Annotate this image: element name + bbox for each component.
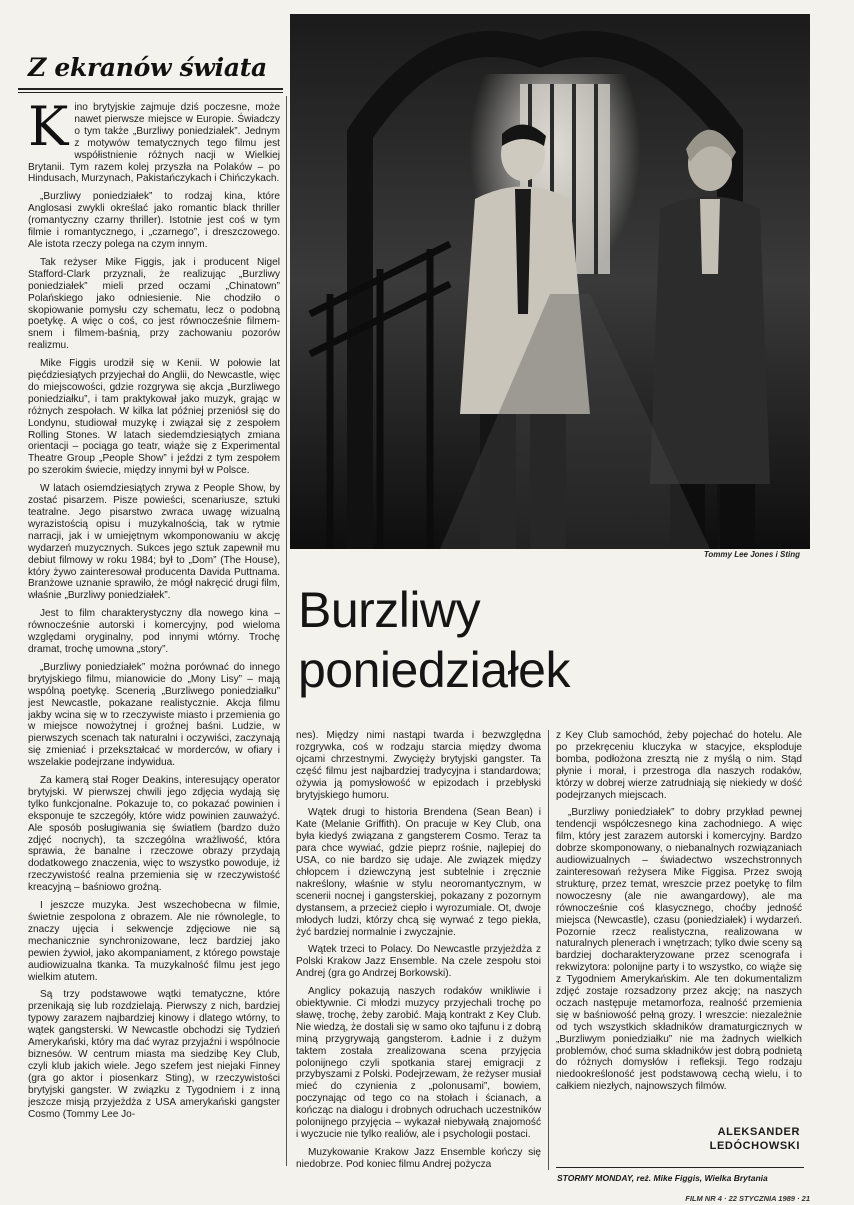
- paragraph: Anglicy pokazują naszych rodaków wnikliwie i obiektywnie. Ci młodzi muzycy przyjechali trochę po sławę, trochę, żeby zarobić. Mają kontrakt z Key Club. Nie wiedzą, że dostali się w samo oko tajfunu i z dobrą miną przygrywają gangsterom. Ładnie i z dużym taktem została zrealizowana scena przyjęcia polonijnego czyli spotkania starej emigracji z przybyszami z Polski. Podejrzewam, że reżyser musiał mieć do czynienia z „polonusami”, bowiem, poczynając od tego co na stołach i ścianach, a kończąc na dialogu i drobnych odruchach uczestników polonijnego przyjęcia – wykazał niebywałą znajomość i wyczucie nie tylko realiów, ale i psychologii postaci.: [296, 986, 541, 1140]
- article-column-right: [556, 730, 802, 1122]
- paragraph: Wątek drugi to historia Brendena (Sean Bean) i Kate (Melanie Griffith). On pracuje w Key Club, ona była kiedyś związana z gangsterem Cosmo. Teraz ta para chce wywiać, gdzie pieprz rośnie, najlepiej do USA, co nie bardzo się udaje. Ale związek między chłopcem i dziewczyną jest subtelnie i zręcznie nakreślony, właśnie w stylu neoromantycznym, w scenerii nocnej i gangsterskiej, pokazany z pozornym dystansem, a przecież ciepło i wyrozumiale. Ot, dwoje młodych ludzi, którzy chcą się wyrwać z tego piekła, żyć bardziej normalnie i zwyczajnie.: [296, 807, 541, 938]
- paragraph: nes). Między nimi nastąpi twarda i bezwzględna rozgrywka, coś w rodzaju starcia między dwoma ojcami chrzestnymi. Zwycięży brytyjski gangster. Ta część filmu jest najbardziej tradycyjna i standardowa; ożywia ją pomysłowość w epizodach i przebłyski brytyjskiego humoru.: [296, 730, 541, 801]
- article-headline: [298, 580, 798, 700]
- paragraph: Jest to film charakterystyczny dla nowego kina – równocześnie autorski i komercyjny, pod wieloma względami oryginalny, pod innymi wtórny. Trochę dramat, trochę umowna „story”.: [28, 608, 280, 655]
- paragraph: I jeszcze muzyka. Jest wszechobecna w filmie, świetnie zespolona z obrazem. Ale nie równolegle, to znaczy ujęcia i sekwencje zdjęciowe nie są mechanicznie synchronizowane, lecz bardziej jako pewien żywioł, jako akompaniament, z którego powstaje audiowizualna tkanka. Ta muzykalność filmu jest jego wielkim atutem.: [28, 900, 280, 983]
- section-rule-bottom: [18, 92, 283, 93]
- paragraph: Mike Figgis urodził się w Kenii. W połowie lat pięćdziesiątych przyjechał do Anglii, do Newcastle, więc do miejscowości, gdzie rozgrywa się akcja „Burzliwego poniedziałku”, i tam praktykował jako muzyk, grając w różnych zespołach. W kilka lat później przeniósł się do Londynu, studiował muzykę i związał się z zespołem Rolling Stones. W latach siedemdziesiątych zmiana orientacji – pociąga go teatr, wiąże się z Experimental Theatre Group „People Show” i jeździ z tym zespołem po szerokim świecie, między innymi był w Polsce.: [28, 358, 280, 477]
- section-rule-top: [18, 88, 283, 90]
- film-still-photo: [290, 14, 810, 549]
- photo-caption: Tommy Lee Jones i Sting: [703, 550, 800, 559]
- credit-rule: [556, 1167, 804, 1168]
- film-credit: STORMY MONDAY, reż. Mike Figgis, Wielka Brytania: [557, 1173, 768, 1183]
- author-last-name: LEDÓCHOWSKI: [709, 1140, 800, 1152]
- headline-line-2: poniedziałek: [298, 642, 570, 698]
- section-title: Z ekranów świata: [28, 53, 267, 82]
- headline-line-1: Burzliwy: [298, 582, 481, 638]
- paragraph: z Key Club samochód, żeby pojechać do hotelu. Ale po przekręceniu kluczyka w stacyjce, eksploduje bomba, podłożona zresztą nie z myślą o nim. Stąd płynie i morał, i przestroga dla naszych rodaków, którzy w dobrej wierze zatrudniają się niekiedy w dość podejrzanych miejscach.: [556, 730, 802, 801]
- article-column-middle: [296, 730, 541, 1175]
- paragraph: Za kamerą stał Roger Deakins, interesujący operator brytyjski. W pierwszej chwili jego zdjęcia wydają się tylko funkcjonalne. Pokazuje to, co pokazać powinien i eksponuje te szczegóły, które widz powinien zauważyć. Ale sposób posługiwania się światłem (bardzo dużo zdjęć nocnych), ta szczególna wrażliwość, która sprawia, że banalne i rzeczowe obrazy przydają dodatkowego znaczenia, więc to wszystko powoduje, iż rzeczywistość realna przemienia się w rzeczywistość kreacyjną – baśniowo groźną.: [28, 775, 280, 894]
- paragraph: W latach osiemdziesiątych zrywa z People Show, by zostać pisarzem. Pisze powieści, scenariusze, sztuki teatralne. Jego pisarstwo zwraca uwagę wizualną wyrazistością opisu i muzykalnością, tak w rytmie narracji, jak i w umiejętnym wkomponowaniu w akcję wydarzeń muzycznych. Sukces jego sztuk zapewnił mu debiut filmowy w roku 1984; był to „Dom” (The House), który żywo zainteresował producenta Davida Puttnama. Branżowe uznanie sprawiło, że mógł nakręcić drugi film, właśnie „Burzliwy poniedziałek”.: [28, 483, 280, 602]
- drop-cap: K: [28, 102, 69, 158]
- column-rule-middle: [548, 730, 549, 1170]
- column-rule-left: [286, 96, 287, 1166]
- paragraph: „Burzliwy poniedziałek” to rodzaj kina, które Anglosasi zwykli określać jako romantic black thriller (romantyczny czarny thriller). Istotnie jest coś w tym filmie i romantycznego, i „czarnego”, i dreszczowego. Ale istota rzeczy polega na czym innym.: [28, 191, 280, 250]
- photo-illustration: [290, 14, 810, 549]
- paragraph: Wątek trzeci to Polacy. Do Newcastle przyjeżdża z Polski Krakow Jazz Ensemble. Na czele zespołu stoi Andrej (gra go Andrzej Borkowski).: [296, 944, 541, 980]
- lead-paragraph: Kino brytyjskie zajmuje dziś poczesne, może nawet pierwsze miejsce w Europie. Świadczy o tym także „Burzliwy poniedziałek”. Jednym z motywów tematycznych tego filmu jest współistnienie różnych nacji w Wielkiej Brytanii. Tym razem kolej przyszła na Polaków – po Hindusach, Murzynach, Pakistańczykach i Chińczykach.: [28, 102, 280, 185]
- paragraph: „Burzliwy poniedziałek” to dobry przykład pewnej tendencji współczesnego kina zachodniego. A więc film, który jest zarazem autorski i komercyjny. Bardzo dobrze skomponowany, o niebanalnych rozwiązaniach audiowizualnych – świadectwo wszechstronnych zainteresowań reżysera Mike Figgisa. Przez swoją strukturę, przez temat, wreszcie przez poetykę to film nowoczesny (ale nie awangardowy), ale ma równocześnie coś klasycznego, choćby jedność miejsca (Newcastle), czasu (poniedziałek) i wydarzeń. Pozornie rzecz realistyczna, realizowana w naturalnych plenerach i wnętrzach; tylko dwie sceny są bardziej docharakteryzowane przez scenografa i rekwizytora: polonijne party i to wszystko, co wiąże się z Tygodniem Amerykańskim. Ale ten dokumentalizm zdjęć zostaje rozsadzony przez akcję; na naszych oczach następuje metamorfoza, realność przemienia się w baśniowość pełną grozy. I wreszcie: niezależnie od tych wszystkich składników dramaturgicznych w „Burzliwym poniedziałku” nie ma żadnych wielkich problemów, choć suma składników jest dobrą podnietą do różnych domysłów i refleksji. Tego rodzaju niedookreśloność jest podstawową cechą wielu, i to całkiem niezłych, najnowszych filmów.: [556, 807, 802, 1093]
- author-byline: [640, 1125, 800, 1153]
- article-column-left: [28, 102, 280, 1177]
- page-folio: FILM NR 4 · 22 STYCZNIA 1989 · 21: [685, 1194, 810, 1203]
- paragraph: Muzykowanie Krakow Jazz Ensemble kończy się niedobrze. Pod koniec filmu Andrej pożycza: [296, 1146, 541, 1170]
- author-first-name: ALEKSANDER: [717, 1126, 800, 1138]
- paragraph: Tak reżyser Mike Figgis, jak i producent Nigel Stafford-Clark przyznali, że realizując „Burzliwy poniedziałek” mieli przed oczami „Chinatown” Polańskiego jako odniesienie. Nie chodziło o skopiowanie pomysłu czy schematu, lecz o podobną poetykę. A więc o coś, co jest równocześnie filmem-snem i filmem-baśnią, przy zachowaniu pozorów realizmu.: [28, 256, 280, 352]
- paragraph: „Burzliwy poniedziałek” można porównać do innego brytyjskiego filmu, mianowicie do „Mony Lisy” – mają wspólną poetykę. Scenerią „Burzliwego poniedziałku” jest Newcastle, pokazane realistycznie. Akcja filmu jakby wcina się w to rzeczywiste miasto i przemienia go w miejsce nowożytnej i groźnej baśni. Ludzie, w pierwszych scenach tak naturalni i oczywiści, zaczynają się zmieniać i przekształcać w morderców, w ofiary i wszelakie podejrzane indywidua.: [28, 661, 280, 769]
- paragraph: Są trzy podstawowe wątki tematyczne, które przenikają się lub rozdzielają. Pierwszy z nich, bardziej typowy zarazem najbardziej kinowy i dlatego wtórny, to wątek gangsterski. W Newcastle obchodzi się Tydzień Amerykański, który ma dać wyraz przyjaźni i wspólnocie biznesów. W centrum miasta ma siedzibę Key Club, czyli klub jakich wiele. Jego szefem jest niejaki Finney (gra go aktor i piosenkarz Sting), w rzeczywistości brytyjski gangster. W związku z Tygodniem i z inną jeszcze misją przyjeżdża z USA amerykański gangster Cosmo (Tommy Lee Jo-: [28, 989, 280, 1120]
